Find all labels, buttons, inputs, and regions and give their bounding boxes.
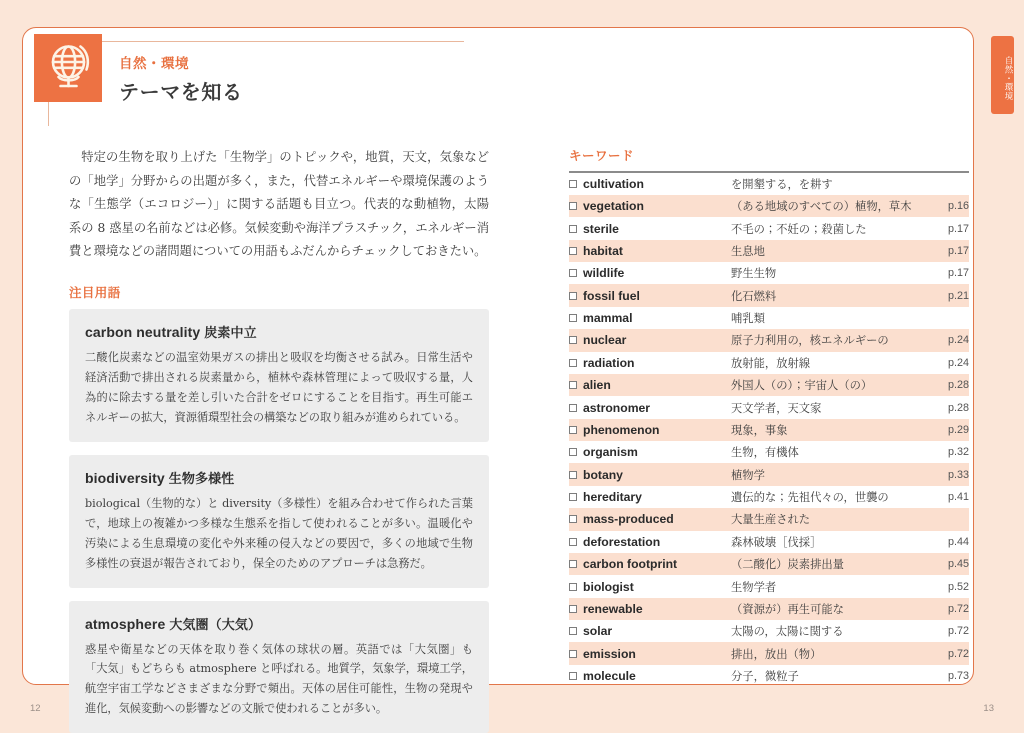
page-title: テーマを知る	[119, 82, 243, 104]
keyword-meaning: を開墾する，を耕す	[731, 177, 833, 191]
checkbox-icon[interactable]	[569, 292, 577, 300]
checkbox-icon[interactable]	[569, 359, 577, 367]
page-number-left: 12	[30, 703, 41, 714]
keyword-meaning: （資源が）再生可能な	[731, 602, 844, 616]
section-kicker: 自然・環境	[119, 56, 189, 71]
keyword-term: biologist	[583, 579, 634, 594]
keyword-row[interactable]	[569, 508, 969, 530]
keyword-meaning: 外国人（の）；宇宙人（の）	[731, 379, 873, 393]
checkbox-icon[interactable]	[569, 538, 577, 546]
keyword-term: mammal	[583, 311, 633, 326]
keyword-page-ref: p.52	[947, 580, 969, 593]
keyword-term: deforestation	[583, 534, 661, 549]
keyword-row[interactable]	[569, 665, 969, 687]
keyword-meaning: 大量生産された	[731, 513, 811, 527]
checkbox-icon[interactable]	[569, 180, 577, 188]
checkbox-icon[interactable]	[569, 381, 577, 389]
checkbox-icon[interactable]	[569, 627, 577, 635]
checkbox-icon[interactable]	[569, 426, 577, 434]
keyword-term: alien	[583, 378, 611, 393]
term-english: atmosphere	[85, 615, 166, 632]
keyword-row[interactable]	[569, 195, 969, 217]
keyword-word-cell	[569, 374, 731, 396]
checkbox-icon[interactable]	[569, 471, 577, 479]
term-japanese: 炭素中立	[204, 325, 257, 341]
keyword-meaning: 放射能，放射線	[731, 356, 811, 370]
checkbox-icon[interactable]	[569, 650, 577, 658]
keyword-row[interactable]	[569, 173, 969, 195]
checkbox-icon[interactable]	[569, 493, 577, 501]
checkbox-icon[interactable]	[569, 583, 577, 591]
keyword-word-cell	[569, 284, 731, 306]
keyword-word-cell	[569, 575, 731, 597]
keyword-term: cultivation	[583, 176, 644, 191]
keyword-row[interactable]	[569, 374, 969, 396]
keyword-term: sterile	[583, 221, 619, 236]
keyword-meaning: 植物学	[731, 468, 765, 482]
keyword-row[interactable]	[569, 575, 969, 597]
keyword-meaning: 現象，事象	[731, 423, 788, 437]
checkbox-icon[interactable]	[569, 336, 577, 344]
checkbox-icon[interactable]	[569, 202, 577, 210]
keyword-word-cell	[569, 173, 731, 195]
term-japanese: 大気圏（大気）	[169, 616, 262, 632]
keywords-table	[569, 173, 969, 688]
keyword-row[interactable]	[569, 419, 969, 441]
header-vertical-divider	[48, 102, 49, 126]
keyword-page-ref	[917, 508, 969, 530]
keyword-page-ref: p.72	[947, 647, 969, 660]
keyword-word-cell	[569, 463, 731, 485]
term-headword	[85, 468, 473, 487]
keyword-page-ref: p.29	[947, 423, 969, 436]
keyword-term: wildlife	[583, 266, 625, 281]
keyword-row[interactable]	[569, 217, 969, 239]
keyword-term: organism	[583, 445, 638, 460]
term-description: 惑星や衛星などの天体を取り巻く気体の球状の層。英語では「大気圏」も「大気」もどちらも atmosphere と呼ばれる。地質学，気象学，環境工学，航空宇宙工学などさまざまな分野で頻出。天体の居住可能性，生物の発現や進化，気候変動への影響などの文脈で使われることが多い。	[85, 642, 473, 716]
header-divider	[102, 41, 464, 42]
keyword-meaning: 森林破壊［伐採］	[731, 535, 822, 549]
intro-paragraph: 特定の生物を取り上げた「生物学」のトピックや，地質，天文，気象などの「地学」分野からの出題が多く，また，代替エネルギーや環境保護のような「生態学（エコロジー）」に関する話題も目立つ。代表的な動植物，太陽系の 8 惑星の名前などは必修。気候変動や海洋プラスチック，エネルギー消費と環境などの諸問題についての用語もふだんからチェックしておきたい。	[69, 150, 489, 259]
keyword-word-cell	[569, 307, 731, 329]
page-header	[34, 34, 464, 130]
checkbox-icon[interactable]	[569, 247, 577, 255]
keyword-word-cell	[569, 329, 731, 351]
keyword-page-ref: p.24	[947, 356, 969, 369]
keyword-page-ref: p.16	[947, 200, 969, 213]
keyword-word-cell	[569, 441, 731, 463]
keyword-meaning: 生物学者	[731, 580, 777, 594]
keyword-row[interactable]	[569, 486, 969, 508]
checkbox-icon[interactable]	[569, 404, 577, 412]
keyword-page-ref: p.28	[947, 401, 969, 414]
featured-terms-label: 注目用語	[69, 286, 121, 301]
keyword-meaning: 野生生物	[731, 267, 777, 281]
keyword-row[interactable]	[569, 284, 969, 306]
keyword-row[interactable]	[569, 441, 969, 463]
checkbox-icon[interactable]	[569, 560, 577, 568]
keyword-term: phenomenon	[583, 422, 660, 437]
keyword-meaning: 原子力利用の，核エネルギーの	[731, 334, 889, 348]
keyword-row[interactable]	[569, 598, 969, 620]
checkbox-icon[interactable]	[569, 314, 577, 322]
keyword-term: carbon footprint	[583, 557, 678, 572]
keyword-word-cell	[569, 531, 731, 553]
keyword-term: nuclear	[583, 333, 627, 348]
keyword-meaning: （二酸化）炭素排出量	[731, 558, 844, 572]
keyword-page-ref: p.17	[947, 267, 969, 280]
keyword-word-cell	[569, 195, 731, 217]
keyword-word-cell	[569, 642, 731, 664]
term-japanese: 生物多様性	[168, 470, 235, 486]
keyword-word-cell	[569, 508, 731, 530]
keyword-word-cell	[569, 262, 731, 284]
keyword-page-ref: p.33	[947, 468, 969, 481]
term-headword	[85, 322, 473, 341]
globe-icon	[34, 34, 102, 102]
keyword-row[interactable]	[569, 396, 969, 418]
keyword-term: radiation	[583, 355, 635, 370]
keyword-term: astronomer	[583, 400, 651, 415]
keyword-page-ref: p.17	[947, 222, 969, 235]
keyword-page-ref: p.41	[947, 491, 969, 504]
checkbox-icon[interactable]	[569, 672, 577, 680]
term-card	[69, 455, 489, 588]
keyword-row[interactable]	[569, 240, 969, 262]
keyword-row[interactable]	[569, 262, 969, 284]
keyword-word-cell	[569, 240, 731, 262]
keyword-page-ref: p.45	[947, 558, 969, 571]
right-column	[569, 146, 969, 687]
term-description: 二酸化炭素などの温室効果ガスの排出と吸収を均衡させる試み。日常生活や経済活動で排出される炭素量から，植林や森林管理によって吸収する量，人為的に除去する量を差し引いた合計をゼロにすることを目指す。再生可能エネルギーの拡大，資源循環型社会の構築などの取り組みが進められている。	[85, 351, 473, 424]
keyword-meaning: （ある地域のすべての）植物，草木	[731, 200, 912, 214]
keywords-label: キーワード	[569, 149, 635, 163]
keyword-word-cell	[569, 217, 731, 239]
keyword-page-ref: p.73	[947, 670, 969, 683]
keyword-word-cell	[569, 486, 731, 508]
header-text-block	[119, 52, 243, 105]
keyword-page-ref: p.72	[947, 602, 969, 615]
keyword-term: mass-produced	[583, 512, 674, 527]
checkbox-icon[interactable]	[569, 448, 577, 456]
keyword-row[interactable]	[569, 642, 969, 664]
keyword-term: renewable	[583, 601, 643, 616]
featured-terms-list	[69, 309, 489, 733]
keyword-meaning: 生物，有機体	[731, 446, 799, 460]
keyword-term: botany	[583, 467, 623, 482]
keyword-term: solar	[583, 624, 613, 639]
keyword-word-cell	[569, 396, 731, 418]
keyword-row[interactable]	[569, 531, 969, 553]
term-card	[69, 601, 489, 733]
keyword-term: vegetation	[583, 199, 644, 214]
checkbox-icon[interactable]	[569, 269, 577, 277]
keyword-page-ref	[917, 173, 969, 195]
keyword-row[interactable]	[569, 463, 969, 485]
page-number-right: 13	[983, 703, 994, 714]
keyword-meaning: 哺乳類	[731, 312, 765, 326]
keyword-row[interactable]	[569, 352, 969, 374]
keyword-term: fossil fuel	[583, 288, 640, 303]
keyword-meaning: 天文学者，天文家	[731, 401, 822, 415]
term-headword	[85, 614, 473, 633]
keyword-page-ref: p.21	[947, 289, 969, 302]
term-english: carbon neutrality	[85, 324, 201, 341]
left-column	[69, 146, 489, 733]
keyword-term: emission	[583, 646, 636, 661]
keyword-row[interactable]	[569, 307, 969, 329]
keyword-meaning: 遺伝的な；先祖代々の，世襲の	[731, 491, 889, 505]
keyword-term: molecule	[583, 669, 636, 684]
keyword-page-ref: p.24	[947, 334, 969, 347]
keyword-word-cell	[569, 419, 731, 441]
checkbox-icon[interactable]	[569, 605, 577, 613]
keyword-meaning: 化石燃料	[731, 289, 777, 303]
keyword-row[interactable]	[569, 329, 969, 351]
keyword-word-cell	[569, 352, 731, 374]
keyword-page-ref: p.32	[947, 446, 969, 459]
keyword-page-ref: p.44	[947, 535, 969, 548]
keyword-page-ref: p.72	[947, 625, 969, 638]
keyword-meaning: 太陽の，太陽に関する	[731, 625, 844, 639]
term-english: biodiversity	[85, 469, 165, 486]
keyword-page-ref	[917, 307, 969, 329]
keyword-row[interactable]	[569, 620, 969, 642]
keyword-word-cell	[569, 620, 731, 642]
keyword-word-cell	[569, 553, 731, 575]
keyword-word-cell	[569, 665, 731, 687]
keyword-meaning: 分子，微粒子	[731, 670, 799, 684]
keyword-row[interactable]	[569, 553, 969, 575]
keyword-term: habitat	[583, 243, 623, 258]
checkbox-icon[interactable]	[569, 515, 577, 523]
keyword-word-cell	[569, 598, 731, 620]
side-index-tab[interactable]: 自然・環境	[991, 36, 1014, 114]
keyword-meaning: 排出，放出（物）	[731, 647, 822, 661]
keyword-page-ref: p.28	[947, 379, 969, 392]
keyword-meaning: 生息地	[731, 244, 765, 258]
checkbox-icon[interactable]	[569, 225, 577, 233]
term-card	[69, 309, 489, 442]
term-description: biological（生物的な）と diversity（多様性）を組み合わせて作られた言葉で，地球上の複雑かつ多様な生態系を指して使われることが多い。温暖化や汚染による生息環境の変化や外来種の侵入などの要因で，多くの地域で生物多様性の衰退が報告されており，保全のためのアプローチは急務だ。	[85, 496, 473, 570]
keyword-page-ref: p.17	[947, 244, 969, 257]
keyword-meaning: 不毛の；不妊の；殺菌した	[731, 222, 867, 236]
keyword-term: hereditary	[583, 490, 642, 505]
